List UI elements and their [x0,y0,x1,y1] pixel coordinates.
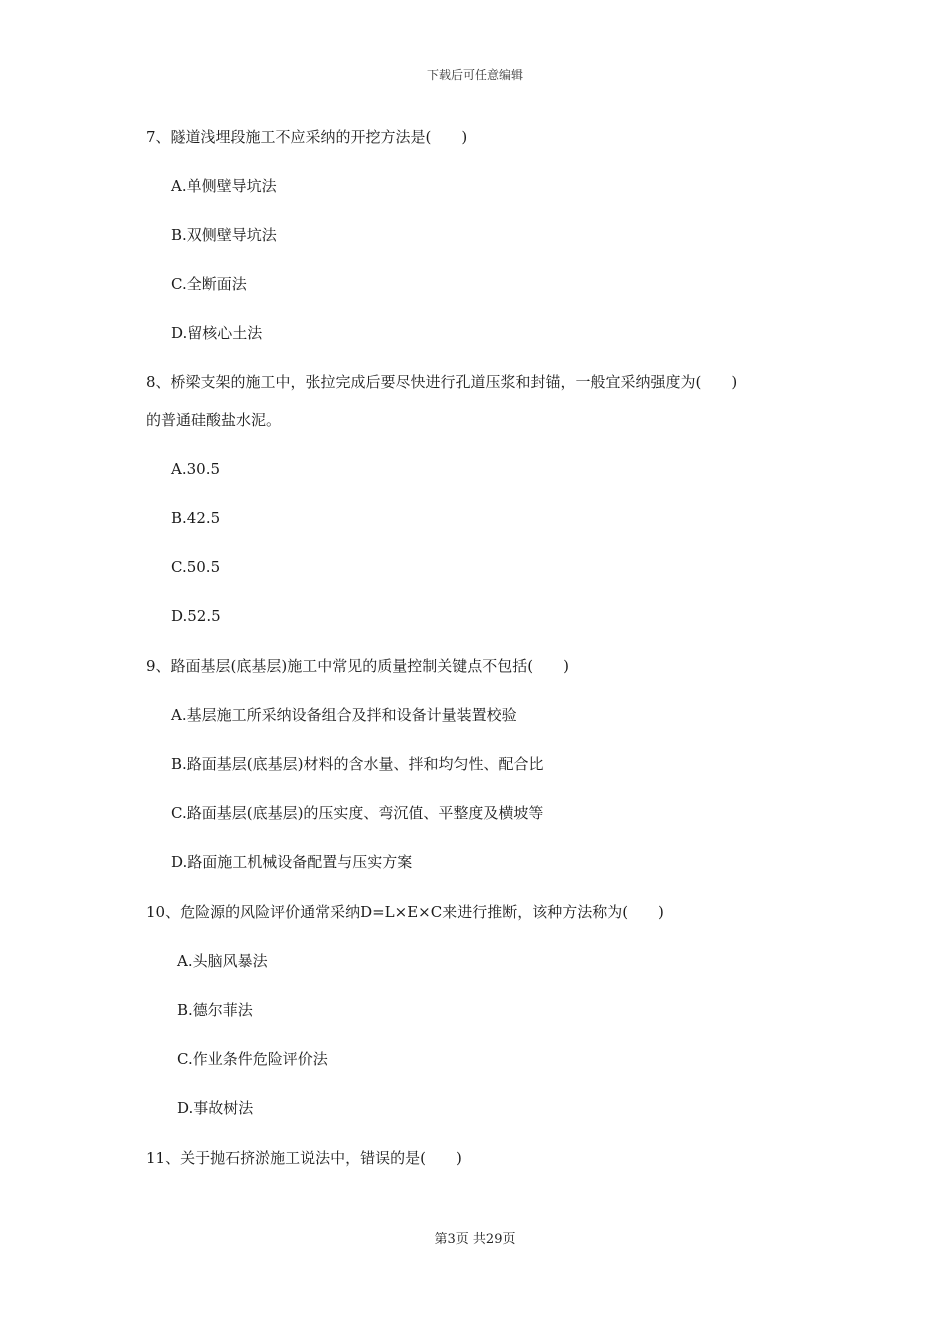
question-7-option-d: D.留核心土法 [171,324,263,342]
question-8-stem-continued: 的普通硅酸盐水泥。 [146,411,282,429]
question-10-option-d: D.事故树法 [177,1099,254,1117]
question-10-option-a: A.头脑风暴法 [177,952,268,970]
question-9-stem: 9、路面基层(底基层)施工中常见的质量控制关键点不包括( ) [146,657,569,675]
page-header-note: 下载后可任意编辑 [426,68,523,82]
question-8-option-d: D.52.5 [171,607,221,625]
question-8-stem: 8、桥梁支架的施工中，张拉完成后要尽快进行孔道压浆和封锚，一般宜采纳强度为( ) [146,373,738,391]
question-7-option-c: C.全断面法 [171,275,247,293]
question-9-option-d: D.路面施工机械设备配置与压实方案 [171,853,413,871]
question-8-option-c: C.50.5 [171,558,221,576]
page-footer-number: 第3页 共29页 [434,1232,516,1247]
question-7-option-a: A.单侧壁导坑法 [171,177,277,195]
question-10-option-c: C.作业条件危险评价法 [177,1050,328,1068]
question-10-stem: 10、危险源的风险评价通常采纳D=L×E×C来进行推断，该种方法称为( ) [146,903,664,921]
question-11-stem: 11、关于抛石挤淤施工说法中，错误的是( ) [146,1149,462,1167]
question-8-option-a: A.30.5 [171,460,220,478]
question-9-option-b: B.路面基层(底基层)材料的含水量、拌和均匀性、配合比 [171,755,544,773]
question-8-option-b: B.42.5 [171,509,221,527]
question-7-stem: 7、隧道浅埋段施工不应采纳的开挖方法是( ) [146,128,468,146]
question-9-option-a: A.基层施工所采纳设备组合及拌和设备计量装置校验 [171,706,517,724]
question-7-option-b: B.双侧壁导坑法 [171,226,277,244]
question-10-option-b: B.德尔菲法 [177,1001,253,1019]
question-9-option-c: C.路面基层(底基层)的压实度、弯沉值、平整度及横坡等 [171,804,544,822]
